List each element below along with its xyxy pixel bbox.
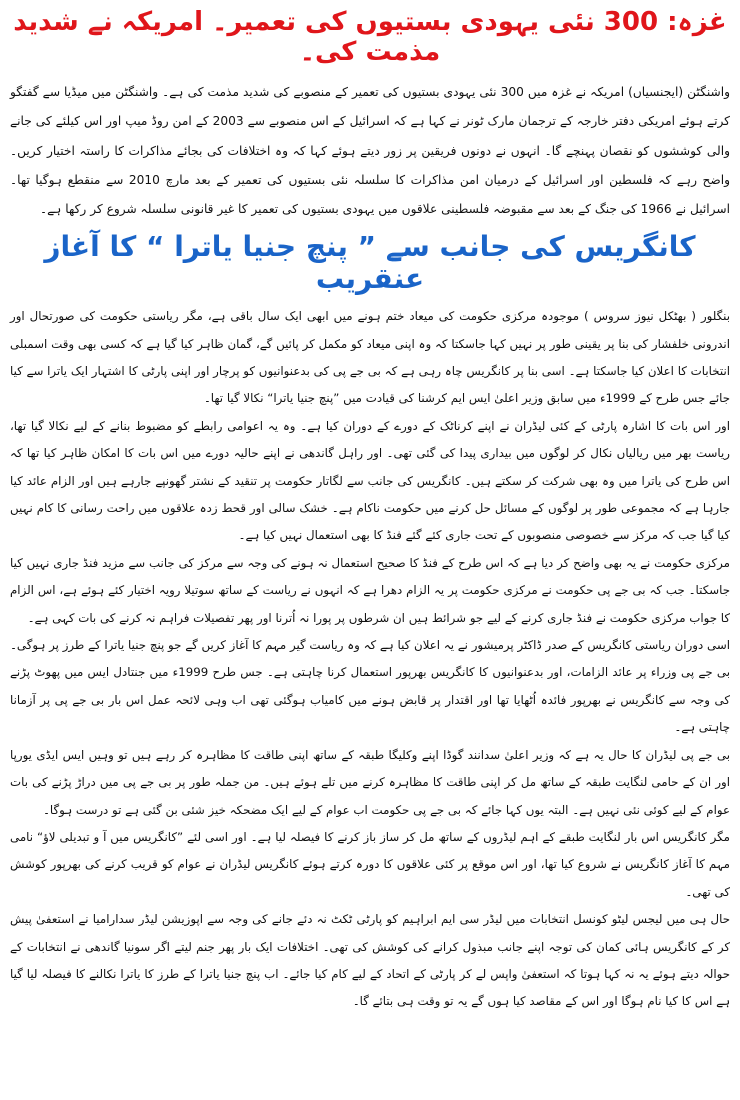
story-congress-paragraph: مگر کانگریس اس بار لنگایت طبقے کے اہم لیڈروں کے ساتھ مل کر ساز باز کرنے کا فیصلہ لیا ہے۔ اور اسی لئے ”کانگریس میں آ و تبدیلی لاؤ“ نامی مہم کا آغاز کانگریس نے شروع کیا تھا، اور اس موقع پر کئی علاقوں کا دورہ کرتے ہوئے کانگریس لیڈران نے عوام کو قریب کرنے کی بھرپور کوشش کی تھی۔ — [10, 829, 730, 899]
story-gaza-headline: غزہ: 300 نئی یہودی بستیوں کی تعمیر۔ امریکہ نے شدید مذمت کی۔ — [13, 7, 727, 67]
story-congress-paragraph: بی جے پی لیڈران کا حال یہ ہے کہ وزیر اعلیٰ سدانند گوڈا اپنے وکلیگا طبقہ کے ساتھ اپنی طاقت کا مظاہرہ کر رہے ہیں تو وہیں ایس ایڈی یورپا اور ان کے حامی لنگایت طبقہ کے ساتھ مل کر اپنی طاقت کا مظاہرہ کرنے میں تلے ہوئے ہیں۔ من جملہ طور پر بی جے پی میں دراڑ پڑنے کی بات عوام کے لیے کوئی نئی نہیں ہے۔ البتہ یوں کہا جائے کہ بی جے پی حکومت اب عوام کے لیے ایک مضحکہ خیز شئی بن گئی ہے تو درست ہوگا۔ — [10, 747, 730, 817]
story-congress-headline: کانگریس کی جانب سے ” پنچ جنیا یاترا “ کا آغاز عنقریب — [44, 229, 696, 295]
story-congress-paragraph: مرکزی حکومت نے یہ بھی واضح کر دیا ہے کہ اس طرح کے فنڈ کا صحیح استعمال نہ ہونے کی وجہ سے مرکز کی جانب سے مزید فنڈ جاری نہیں کیا جاسکتا۔ جب کہ بی جے پی حکومت نے مرکزی حکومت پر یہ الزام دھرا ہے کہ انہوں نے ریاست کے ساتھ سوتیلا رویہ اختیار کئے ہوئے ہے، اس الزام کا جواب مرکزی حکومت نے فنڈ جاری کرنے کے لیے جو شرائط ہیں ان شرطوں پر پورا نہ اُترنا اور پھر تفصیلات فراہم نہ کرنے کی بات کہی ہے۔ — [10, 555, 730, 625]
story-congress-paragraph: اسی دوران ریاستی کانگریس کے صدر ڈاکٹر پرمیشور نے یہ اعلان کیا ہے کہ وہ ریاست گیر مہم کا آغاز کریں گے جو پنچ جنیا یاترا کے طرز پر ہوگی۔ بی جے پی وزراء پر عائد الزامات، اور بدعنوانیوں کا کانگریس بھرپور استعمال کرنا چاہتی ہے۔ جس طرح 1999ء میں جنتادل ایس میں پھوٹ پڑنے کی وجہ سے کانگریس نے بھرپور فائدہ اُٹھایا تھا اور اقتدار پر قابض ہونے میں کامیاب ہوگئی تھی اب وہی لائحہ عمل اس بار بی جے پی پر آزمانا چاہتی ہے۔ — [10, 638, 730, 735]
story-congress-paragraph: بنگلور ( بھٹکل نیوز سروس ) موجودہ مرکزی حکومت کی میعاد ختم ہونے میں ابھی ایک سال باقی ہے، مگر ریاستی حکومت کی صورتحال اور اندرونی خلفشار کی بنا پر یقینی طور پر نہیں کہا جاسکتا کہ وہ اپنی میعاد کو مکمل کر پائیں گے، گمان ظاہر کیا گیا ہے کہ کسی بھی وقت اسمبلی انتخابات کا اعلان کیا جاسکتا ہے۔ اسی بنا پر کانگریس چاہ رہی ہے کہ بی جے پی کی بدعنوانیوں کو پرچار اور اپنی پارٹی کا اشتہار ایک یاترا سے کیا جائے جس طرح کے 1999ء میں سابق وزیر اعلیٰ ایس ایم کرشنا کی قیادت میں ”پنچ جنیا یاترا“ نکالا گیا تھا۔ — [10, 309, 730, 406]
story-congress-paragraph: حال ہی میں لیجس لیٹو کونسل انتخابات میں لیڈر سی ایم ابراہیم کو پارٹی ٹکٹ نہ دئے جانے کی وجہ سے اپوزیشن لیڈر سدارامیا نے استعفیٰ پیش کر کے کانگریس ہائی کمان کی توجہ اپنے جانب مبذول کرانے کی کوشش کی تھی۔ اختلافات ایک بار پھر جنم لیتے اگر سونیا گاندھی نے انتخابات کے حوالہ دیتے ہوئے یہ نہ کہا ہوتا کہ استعفیٰ واپس لے کر پارٹی کے اتحاد کے لیے کام کیا جائے۔ اب پنچ جنیا یاترا کے طرز کا یاترا نکالنے کا فیصلہ لیا گیا ہے اس کا کیا نام ہوگا اور اس کے مقاصد کیا ہوں گے یہ تو وقت ہی بتائے گا۔ — [10, 912, 730, 1009]
story-gaza-body: واشنگٹن (ایجنسیاں) امریکہ نے غزہ میں 300 نئی یہودی بستیوں کی تعمیر کے منصوبے کی شدید مذمت کی ہے۔ واشنگٹن میں میڈیا سے گفتگو کرتے ہوئے امریکی دفتر خارجہ کے ترجمان مارک ٹونر نے کہا ہے کہ اسرائیل کے اس منصوبے سے 2003 کے امن روڈ میپ اور اس کیلئے کی جانے والی کوششوں کو نقصان پہنچے گا۔ انہوں نے دونوں فریقین پر زور دیتے ہوئے کہا کہ وہ اختلافات کی بجائے مذاکرات کا راستہ اختیار کریں۔ واضح رہے کہ فلسطین اور اسرائیل کے درمیان امن مذاکرات کا سلسلہ نئی بستیوں کی تعمیر کے بعد مارچ 2010 سے منقطع ہوگیا تھا۔ اسرائیل نے 1966 کی جنگ کے بعد سے مقبوضہ فلسطینی علاقوں میں یہودی بستیوں کی تعمیر کا غیر قانونی سلسلہ شروع کر رکھا ہے۔ — [10, 84, 731, 217]
story-gaza — [10, 8, 730, 225]
story-congress — [10, 231, 730, 1016]
story-congress-paragraph: اور اس بات کا اشارہ پارٹی کے کئی لیڈران نے اپنے کرناٹک کے دورے کے دوران کیا ہے۔ وہ یہ اعوامی رابطے کو مضبوط بنانے کے لیے نکالا گیا تھا، ریاست بھر میں ریالیاں نکال کر لوگوں میں بیداری پیدا کی گئی تھی۔ اور راہل گاندھی نے اپنے حالیہ دورے میں اس بات کا امکان ظاہر کیا تھا کہ اس طرح کی یاترا میں وہ بھی شرکت کر سکتے ہیں۔ کانگریس کی جانب سے لگاتار حکومت پر تنقید کے نشتر گھونپے جارہے ہیں اور الزام عائد کیا جارہا ہے کہ مجموعی طور پر لوگوں کے مسائل حل کرنے میں حکومت ناکام ہے۔ خشک سالی اور قحط زدہ علاقوں میں راحت رسانی کا کام نہیں کیا گیا جب کہ مرکز سے خصوصی منصوبوں کے تحت جاری کئے گئے فنڈ کا بھی استعمال نہیں کیا ہے۔ — [10, 418, 730, 543]
story-congress-body — [10, 303, 730, 1016]
